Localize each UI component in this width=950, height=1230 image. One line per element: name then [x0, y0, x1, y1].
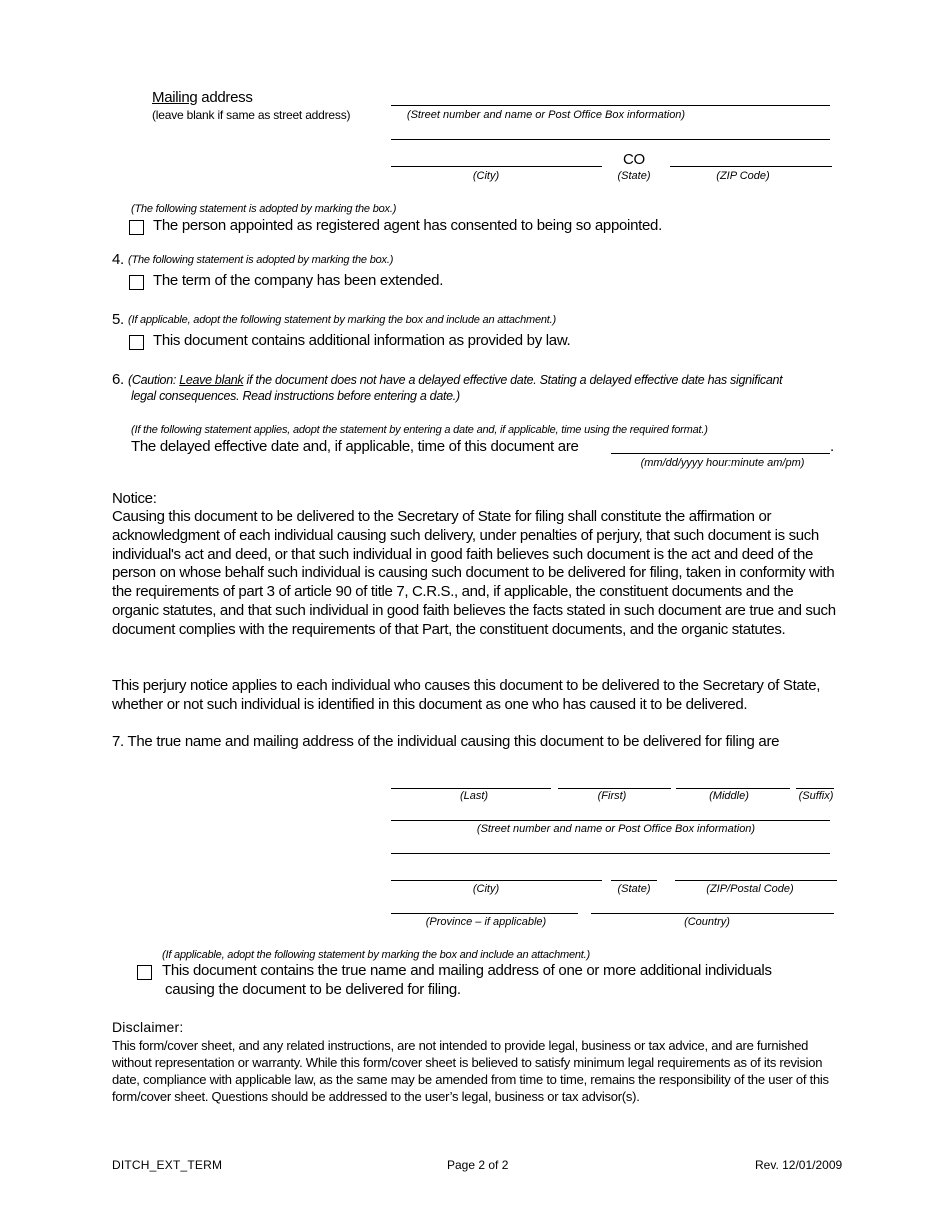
first-caption: (First)	[597, 790, 627, 802]
agent-instruction: (The following statement is adopted by marking the box.)	[131, 203, 397, 215]
individual-city-caption: (City)	[472, 883, 500, 895]
country-line[interactable]	[591, 913, 834, 914]
suffix-line[interactable]	[796, 788, 834, 789]
additional-info-checkbox[interactable]	[129, 335, 144, 350]
mailing-city-line[interactable]	[391, 166, 602, 167]
individual-city-line[interactable]	[391, 880, 602, 881]
delayed-date-format-caption: (mm/dd/yyyy hour:minute am/pm)	[640, 457, 805, 469]
last-caption: (Last)	[459, 790, 489, 802]
country-caption: (Country)	[684, 916, 730, 928]
individual-state-line[interactable]	[611, 880, 657, 881]
footer-page-number: Page 2 of 2	[447, 1158, 509, 1172]
notice-heading: Notice:	[112, 490, 157, 507]
individual-state-caption: (State)	[617, 883, 651, 895]
middle-name-line[interactable]	[676, 788, 790, 789]
mailing-address-label	[152, 89, 253, 106]
address-word: address	[197, 89, 253, 106]
item6-instruction: (If the following statement applies, adopt the statement by entering a date and, if applicable, time using the required format.)	[131, 424, 708, 436]
additional-individuals-checkbox[interactable]	[137, 965, 152, 980]
mailing-zip-line[interactable]	[670, 166, 832, 167]
caution-leave-blank: Leave blank	[179, 373, 244, 387]
agent-consent-statement: The person appointed as registered agent has consented to being so appointed.	[153, 217, 662, 234]
mailing-street-line-2[interactable]	[391, 139, 830, 140]
caution-rest: if the document does not have a delayed effective date. Stating a delayed effective date has significant	[243, 373, 783, 387]
mailing-state-value: CO	[623, 151, 645, 168]
first-name-line[interactable]	[558, 788, 671, 789]
suffix-caption: (Suffix)	[798, 790, 834, 802]
delayed-date-period: .	[830, 438, 834, 455]
mailing-address-note: (leave blank if same as street address)	[152, 108, 351, 122]
footer-revision: Rev. 12/01/2009	[755, 1158, 843, 1172]
item7-statement: 7. The true name and mailing address of the individual causing this document to be delivered for filing are	[112, 733, 780, 750]
individual-zip-line[interactable]	[675, 880, 837, 881]
individual-street-line[interactable]	[391, 820, 830, 821]
disclaimer-text: This form/cover sheet, and any related instructions, are not intended to provide legal, business or tax advice, and are furnished without representation or warranty. While this form/cover sheet is believed to satisfy minimum legal requirements as of its revision date, compliance with applicable law, as the same may be amended from time to time, remains the responsibility of the user of this form/cover sheet. Questions should be addressed to the user’s legal, business or tax advisor(s).	[112, 1038, 829, 1104]
notice-paragraph-1: Causing this document to be delivered to the Secretary of State for filing shall constitute the affirmation or acknowledgment of each individual causing such delivery, under penalties of perjury, that such document is such individual's act and deed, or that such individual in good faith believes such document is the act and deed of the person on whose behalf such individual is causing such document to be delivered for filing, taken in conformity with the requirements of part 3 of article 90 of title 7, C.R.S., and, if applicable, the constituent documents and the organic statutes, and that such individual in good faith believes the facts stated in such document are true and such document complies with the requirements of that Part, the constituent documents, and the organic statutes.	[112, 508, 836, 638]
term-extended-checkbox[interactable]	[129, 275, 144, 290]
delayed-date-line[interactable]	[611, 453, 830, 454]
mailing-city-caption: (City)	[472, 170, 500, 182]
item5-number: 5.	[112, 311, 124, 328]
mailing-state-caption: (State)	[617, 170, 651, 182]
disclaimer-heading: Disclaimer:	[112, 1019, 184, 1035]
agent-consent-checkbox[interactable]	[129, 220, 144, 235]
mailing-street-line[interactable]	[391, 105, 830, 106]
last-name-line[interactable]	[391, 788, 551, 789]
item5-instruction: (If applicable, adopt the following statement by marking the box and include an attachment.)	[128, 314, 556, 326]
caution-start: (Caution:	[128, 373, 180, 387]
item6-number: 6.	[112, 371, 124, 388]
item4-instruction: (The following statement is adopted by marking the box.)	[128, 254, 394, 266]
delayed-date-statement: The delayed effective date and, if applicable, time of this document are	[131, 438, 579, 455]
notice-paragraph-2: This perjury notice applies to each individual who causes this document to be delivered to the Secretary of State, whether or not such individual is identified in this document as one who has caused it to be delivered.	[112, 677, 821, 713]
middle-caption: (Middle)	[709, 790, 749, 802]
mailing-street-caption: (Street number and name or Post Office Box information)	[406, 109, 686, 121]
mailing-zip-caption: (ZIP Code)	[716, 170, 770, 182]
item6-caution	[128, 373, 782, 387]
footer-form-id: DITCH_EXT_TERM	[112, 1158, 223, 1172]
individual-zip-caption: (ZIP/Postal Code)	[706, 883, 794, 895]
province-line[interactable]	[391, 913, 578, 914]
item4-number: 4.	[112, 251, 124, 268]
additional-individuals-instruction: (If applicable, adopt the following statement by marking the box and include an attachment.)	[162, 949, 590, 961]
individual-street-line-2[interactable]	[391, 853, 830, 854]
term-extended-statement: The term of the company has been extended.	[153, 272, 444, 289]
additional-info-statement: This document contains additional information as provided by law.	[153, 332, 571, 349]
individual-street-caption: (Street number and name or Post Office Box information)	[476, 823, 756, 835]
mailing-word: Mailing	[152, 89, 198, 106]
additional-individuals-line-2: causing the document to be delivered for filing.	[165, 981, 461, 998]
province-caption: (Province – if applicable)	[425, 916, 547, 928]
additional-individuals-line-1: This document contains the true name and mailing address of one or more additional individuals	[162, 962, 772, 979]
item6-caution-line2: legal consequences. Read instructions before entering a date.)	[131, 389, 460, 403]
